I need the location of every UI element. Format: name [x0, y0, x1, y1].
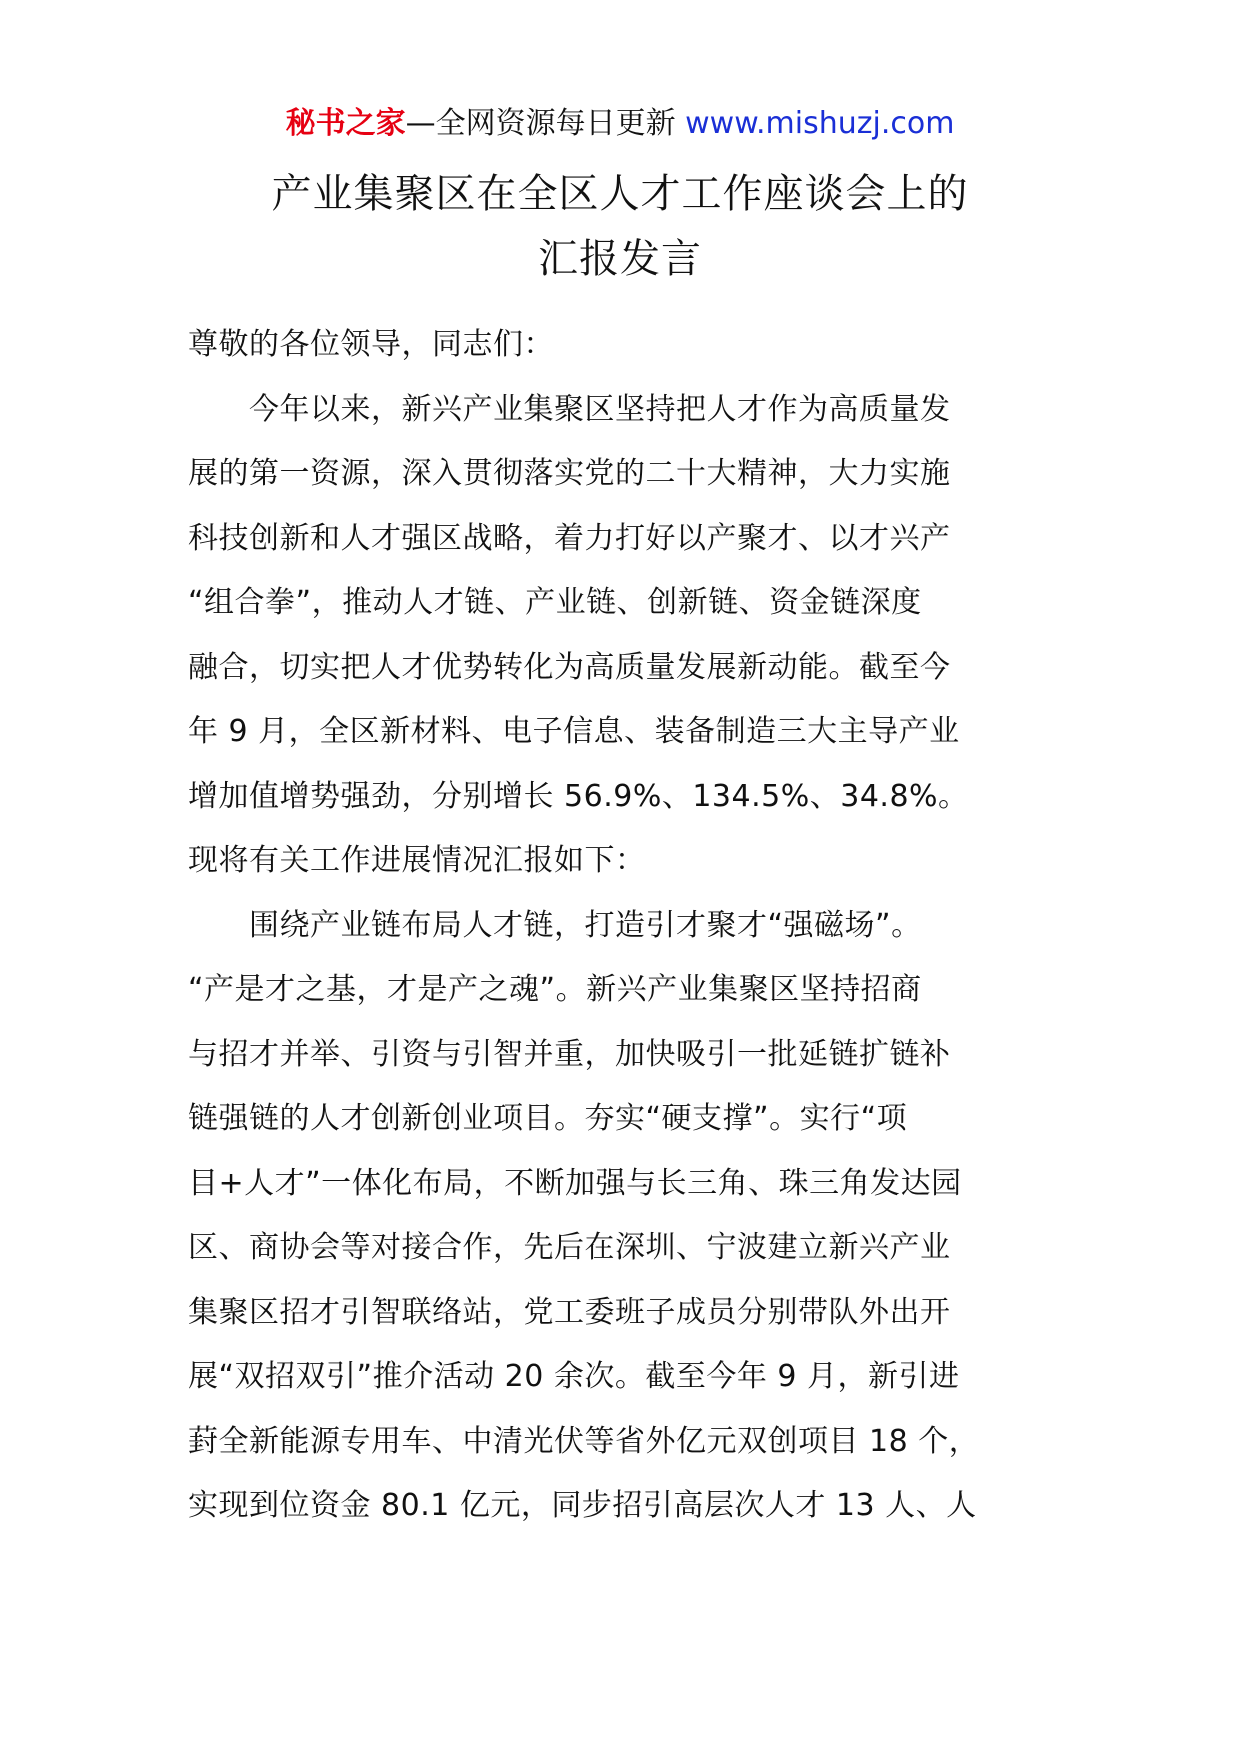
site-header	[0, 104, 1240, 144]
document-body	[188, 313, 1062, 1539]
site-url-link[interactable]: www.mishuzj.com	[685, 106, 955, 141]
body-line: 葑全新能源专用车、中清光伏等省外亿元双创项目 18 个，	[188, 1423, 980, 1459]
body-line: 展“双招双引”推介活动 20 余次。截至今年 9 月，新引进	[188, 1359, 960, 1394]
body-line: 展的第一资源，深入贯彻落实党的二十大精神，大力实施	[188, 456, 951, 491]
body-line: 实现到位资金 80.1 亿元，同步招引高层次人才 13 人、人	[188, 1488, 977, 1523]
body-line: 围绕产业链布局人才链，打造引才聚才“强磁场”。	[188, 907, 922, 943]
body-line: 年 9 月，全区新材料、电子信息、装备制造三大主导产业	[188, 714, 960, 749]
body-line: 集聚区招才引智联络站，党工委班子成员分别带队外出开	[188, 1294, 951, 1330]
body-line: 与招才并举、引资与引智并重，加快吸引一批延链扩链补	[188, 1036, 951, 1072]
body-line: 现将有关工作进展情况汇报如下：	[188, 843, 646, 878]
document-title-line-1: 产业集聚区在全区人才工作座谈会上的	[271, 171, 969, 217]
body-line: 今年以来，新兴产业集聚区坚持把人才作为高质量发	[188, 391, 951, 427]
document-title-line-2: 汇报发言	[538, 236, 702, 282]
body-line: 尊敬的各位领导，同志们：	[188, 327, 554, 362]
body-line: 区、商协会等对接合作，先后在深圳、宁波建立新兴产业	[188, 1230, 951, 1265]
body-line: 融合，切实把人才优势转化为高质量发展新动能。截至今	[188, 649, 951, 685]
body-line: “产是才之基，才是产之魂”。新兴产业集聚区坚持招商	[188, 972, 922, 1007]
header-tagline: —全网资源每日更新	[405, 106, 686, 141]
brand-name: 秘书之家	[285, 106, 406, 141]
body-line: “组合拳”，推动人才链、产业链、创新链、资金链深度	[188, 585, 922, 620]
body-line: 目+人才”一体化布局，不断加强与长三角、珠三角发达园	[188, 1165, 962, 1201]
body-line: 科技创新和人才强区战略，着力打好以产聚才、以才兴产	[188, 520, 951, 556]
body-line: 链强链的人才创新创业项目。夯实“硬支撑”。实行“项	[188, 1101, 908, 1136]
body-line: 增加值增势强劲，分别增长 56.9%、134.5%、34.8%。	[188, 778, 969, 814]
